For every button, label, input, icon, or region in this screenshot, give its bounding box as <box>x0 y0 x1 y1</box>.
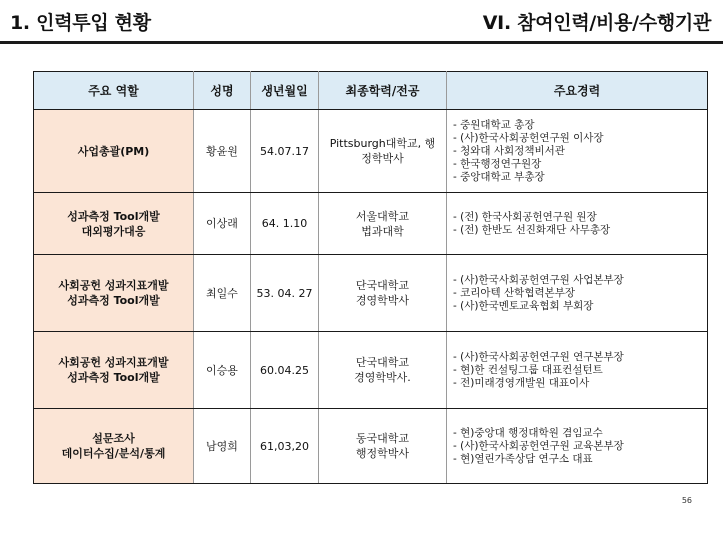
career-item: - (사)한국멘토교육협회 부회장 <box>453 299 594 312</box>
career-item: - (전) 한반도 선진화재단 사무총장 <box>453 223 611 236</box>
career-item: - 중원대학교 총장 <box>453 118 535 131</box>
column-header-education: 최종학력/전공 <box>319 72 447 110</box>
table-row <box>34 332 708 409</box>
career-item: - (사)한국사회공헌연구원 교육본부장 <box>453 439 624 452</box>
education-cell: 단국대학교 경영학박사 <box>319 255 447 332</box>
career-item: - 코리아텍 산학협력본부장 <box>453 286 576 299</box>
chapter-title: VI. 참여인력/비용/수행기관 <box>482 12 711 34</box>
header-divider <box>0 41 723 44</box>
career-item: - 중앙대학교 부총장 <box>453 170 545 183</box>
role-cell: 사업총괄(PM) <box>34 110 194 193</box>
column-header-name: 성명 <box>194 72 251 110</box>
career-cell <box>447 193 708 255</box>
role-cell: 설문조사 데이터수집/분석/통계 <box>34 409 194 484</box>
education-cell: 서울대학교 법과대학 <box>319 193 447 255</box>
career-item: - (사)한국사회공헌연구원 연구본부장 <box>453 350 624 363</box>
name-cell: 최일수 <box>194 255 251 332</box>
career-cell <box>447 255 708 332</box>
career-item: - (사)한국사회공헌연구원 사업본부장 <box>453 273 624 286</box>
birthdate-cell: 64. 1.10 <box>251 193 319 255</box>
role-cell: 사회공헌 성과지표개발 성과측정 Tool개발 <box>34 332 194 409</box>
career-cell <box>447 110 708 193</box>
staff-table <box>33 71 708 484</box>
column-header-birthdate: 생년월일 <box>251 72 319 110</box>
name-cell: 이상래 <box>194 193 251 255</box>
education-cell: 동국대학교 행정학박사 <box>319 409 447 484</box>
table-row <box>34 193 708 255</box>
table-header-row <box>34 72 708 110</box>
table-row <box>34 110 708 193</box>
career-cell <box>447 409 708 484</box>
career-item: - (전) 한국사회공헌연구원 원장 <box>453 210 597 223</box>
slide-header <box>0 0 723 46</box>
career-item: - 현)한 컨설팅그룹 대표컨설턴트 <box>453 363 603 376</box>
column-header-role: 주요 역할 <box>34 72 194 110</box>
name-cell: 이승용 <box>194 332 251 409</box>
birthdate-cell: 54.07.17 <box>251 110 319 193</box>
table-row <box>34 255 708 332</box>
name-cell: 남영희 <box>194 409 251 484</box>
section-title: 1. 인력투입 현황 <box>10 12 151 34</box>
table-row <box>34 409 708 484</box>
career-item: - (사)한국사회공헌연구원 이사장 <box>453 131 604 144</box>
career-item: - 청와대 사회정책비서관 <box>453 144 565 157</box>
page-number: 56 <box>681 496 692 505</box>
birthdate-cell: 60.04.25 <box>251 332 319 409</box>
education-cell: Pittsburgh대학교, 행 정학박사 <box>319 110 447 193</box>
career-item: - 현)중앙대 행정대학원 겸임교수 <box>453 426 603 439</box>
column-header-career: 주요경력 <box>447 72 708 110</box>
career-item: - 전)미래경영개발원 대표이사 <box>453 376 590 389</box>
name-cell: 황윤원 <box>194 110 251 193</box>
career-item: - 한국행정연구원장 <box>453 157 542 170</box>
role-cell: 사회공헌 성과지표개발 성과측정 Tool개발 <box>34 255 194 332</box>
role-cell: 성과측정 Tool개발 대외평가대응 <box>34 193 194 255</box>
birthdate-cell: 61,03,20 <box>251 409 319 484</box>
career-item: - 현)열린가족상담 연구소 대표 <box>453 452 593 465</box>
education-cell: 단국대학교 경영학박사. <box>319 332 447 409</box>
career-cell <box>447 332 708 409</box>
birthdate-cell: 53. 04. 27 <box>251 255 319 332</box>
